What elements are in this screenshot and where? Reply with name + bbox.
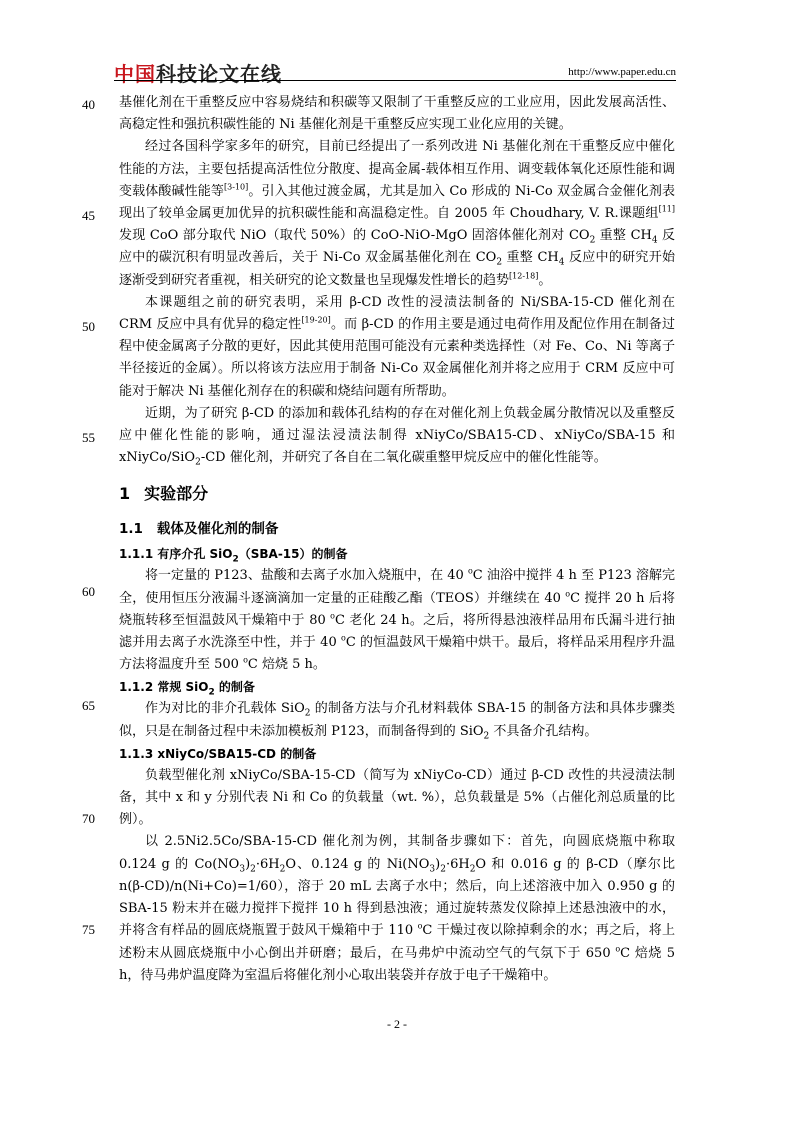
paragraph: 本课题组之前的研究表明，采用 β-CD 改性的浸渍法制备的 Ni/SBA-15-CD 催化剂在 CRM 反应中具有优异的稳定性[19-20]。而 β-CD 的作用主要是通过电荷作用及配位作用在制备过程中使金属离子分散的更好，因此其使用范围可能没有元素种类选择性（对 Fe、Co、Ni 等离子半径接近的金属）。所以将该方法应用于制备 Ni-Co 双金属催化剂并将之应用于 CRM 反应中可能对于解决 Ni 基催化剂存在的积碳和烧结问题有所帮助。 <box>119 294 675 399</box>
subsubsection-heading: 1.1.1 有序介孔 SiO$_2$（SBA-15）的制备 <box>119 547 348 565</box>
line-number: 50 <box>82 319 95 334</box>
section-heading: 1 实验部分 <box>119 484 209 504</box>
site-url[interactable]: http://www.paper.edu.cn <box>568 66 676 78</box>
paragraph: 基催化剂在干重整反应中容易烧结和积碳等又限制了干重整反应的工业应用，因此发展高活性、高稳定性和强抗积碳性能的 Ni 基催化剂是干重整反应实现工业化应用的关键。 <box>119 95 675 133</box>
citation[interactable]: [3-10] <box>223 182 249 192</box>
page-number: - 2 - <box>387 1017 407 1031</box>
paragraph: 经过各国科学家多年的研究，目前已经提出了一系列改进 Ni 基催化剂在干重整反应中催化性能的方法，主要包括提高活性位分散度、提高金属-载体相互作用、调变载体氧化还原性能和调变载体酸碱性能等[3-10]。引入其他过渡金属，尤其是加入 Co 形成的 Ni-Co 双金属合金催化剂表现出了较单金属更加优异的抗积碳性能和高温稳定性。自 2005 年 Choudhary, V. R.课题组[11]发现 CoO 部分取代 NiO（取代 50%）的 CoO-NiO-MgO 固溶体催化剂对 $CO_2$ 重整 $CH_4$ 反应中的碳沉积有明显改善后，关于 Ni-Co 双金属基催化剂在 $CO_2$ 重整 $CH_4$ 反应中的研究开始逐渐受到研究者重视，相关研究的论文数量也呈现爆发性增长的趋势[12-18]。 <box>119 139 675 288</box>
line-number: 75 <box>82 922 95 937</box>
line-number: 65 <box>82 698 95 713</box>
citation[interactable]: [11] <box>658 204 675 214</box>
subsubsection-heading: 1.1.2 常规 SiO$_2$ 的制备 <box>119 680 255 698</box>
page-header <box>114 56 676 86</box>
line-number: 55 <box>82 430 95 445</box>
subsection-heading: 1.1 载体及催化剂的制备 <box>119 521 279 538</box>
citation[interactable]: [19-20] <box>301 315 331 325</box>
paragraph: 负载型催化剂 xNiyCo/SBA-15-CD（简写为 xNiyCo-CD）通过 β-CD 改性的共浸渍法制备，其中 x 和 y 分别代表 Ni 和 Co 的负载量（wt. %），总负载量是 5%（占催化剂总质量的比例）。 <box>119 767 676 828</box>
paragraph: 近期，为了研究 β-CD 的添加和载体孔结构的存在对催化剂上负载金属分散情况以及重整反应中催化性能的影响，通过湿法浸渍法制得 xNiyCo/SBA15-CD、xNiyCo/SBA-15 和 xNiyCo/SiO$_2$-CD 催化剂，并研究了各自在二氧化碳重整甲烷反应中的催化性能等。 <box>119 405 675 468</box>
line-number: 70 <box>82 811 95 826</box>
citation[interactable]: [12-18] <box>509 271 539 281</box>
line-number: 45 <box>82 208 95 223</box>
line-number: 60 <box>82 584 95 599</box>
logo-dark-text: 科技论文在线 <box>156 62 282 86</box>
paragraph: 将一定量的 P123、盐酸和去离子水加入烧瓶中，在 40 $^o$C 油浴中搅拌 4 h 至 P123 溶解完全，使用恒压分液漏斗逐滴滴加一定量的正硅酸乙酯（TEOS）并继续在 40 $^o$C 搅拌 20 h 后将烧瓶转移至恒温鼓风干燥箱中于 80 $^o$C 老化 24 h。之后，将所得悬浊液样品用布氏漏斗进行抽滤并用去离子水洗涤至中性，并于 40 $^o$C 的恒温鼓风干燥箱中烘干。最后，将样品采用程序升温方法将温度升至 500 $^o$C 焙烧 5 h。 <box>119 567 675 673</box>
paragraph: 以 2.5Ni2.5Co/SBA-15-CD 催化剂为例，其制备步骤如下：首先，向圆底烧瓶中称取 0.124 g 的 $Co(NO_3)_2\cdot 6H_2O$、0.124 g 的 $Ni(NO_3)_2\cdot 6H_2O$ 和 0.016 g 的 β-CD（摩尔比 n(β-CD)/n(Ni+Co)=1/60），溶于 20 mL 去离子水中；然后，向上述溶液中加入 0.950 g 的 SBA-15 粉末并在磁力搅拌下搅拌 10 h 得到悬浊液；通过旋转蒸发仪除掉上述悬浊液中的水，并将含有样品的圆底烧瓶置于鼓风干燥箱中于 110 $^o$C 干燥过夜以除掉剩余的水；再之后，将上述粉末从圆底烧瓶中小心倒出并研磨；最后，在马弗炉中流动空气的气氛下于 650 $^o$C 焙烧 5 h，待马弗炉温度降为室温后将催化剂小心取出装袋并存放于电子干燥箱中。 <box>119 834 675 983</box>
subsubsection-heading: 1.1.3 xNiyCo/SBA15-CD 的制备 <box>119 746 317 761</box>
site-logo[interactable] <box>114 58 282 87</box>
header-divider <box>114 80 676 81</box>
paper-body <box>119 92 675 987</box>
paragraph: 作为对比的非介孔载体 SiO$_2$ 的制备方法与介孔材料载体 SBA-15 的制备方法和具体步骤类似，只是在制备过程中未添加模板剂 P123，而制备得到的 SiO$_2$ 不具备介孔结构。 <box>119 701 675 742</box>
logo-red-text: 中国 <box>114 62 156 86</box>
line-number: 40 <box>82 97 95 112</box>
